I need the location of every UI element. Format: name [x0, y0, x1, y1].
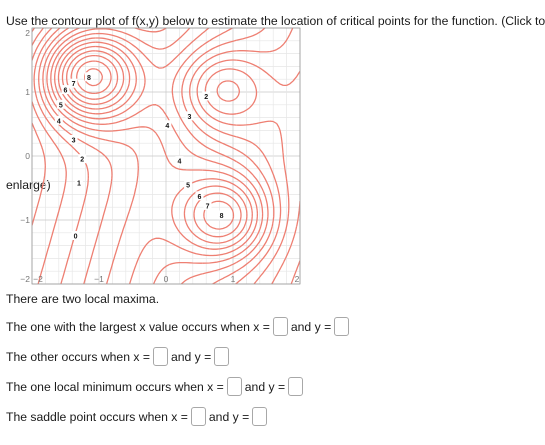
answer-row-saddle: The saddle point occurs when x = and y =	[6, 407, 270, 426]
question-prompt: Use the contour plot of f(x,y) below to estimate the location of critical points for the function. (Click to	[6, 14, 545, 28]
y-tick-label: 0	[25, 151, 30, 161]
contour-label: 4	[165, 122, 170, 130]
contour-label: 5	[186, 182, 191, 190]
y-tick-labels	[20, 28, 30, 284]
contour-label: 8	[86, 74, 91, 82]
contour-label: 1	[76, 180, 81, 188]
max2-y-input[interactable]	[214, 347, 229, 366]
contour-label: 5	[58, 102, 63, 110]
y-tick-label: 1	[25, 87, 30, 97]
contour-label: 7	[205, 203, 210, 211]
contour-label: 8	[219, 213, 224, 221]
click-to-enlarge-text[interactable]: enlarge)	[6, 178, 51, 192]
y-tick-label: −1	[20, 215, 30, 225]
contour-label: 3	[187, 113, 192, 121]
contour-label: 7	[71, 81, 76, 89]
maxima-intro: There are two local maxima.	[6, 292, 160, 306]
x-tick-label: −2	[33, 274, 43, 284]
y-tick-label: −2	[20, 274, 30, 284]
contour-label: 4	[56, 118, 61, 126]
x-tick-label: 0	[163, 274, 169, 284]
min-x-input[interactable]	[227, 377, 242, 396]
x-tick-label: 2	[294, 274, 300, 284]
max1-y-input[interactable]	[334, 317, 349, 336]
y-tick-label: 2	[25, 28, 30, 38]
contour-label: 2	[204, 93, 209, 101]
contour-label: 6	[63, 87, 68, 95]
contour-label: 0	[73, 233, 78, 241]
saddle-y-input[interactable]	[252, 407, 267, 426]
answer-row-max1: The one with the largest x value occurs when x = and y =	[6, 317, 352, 336]
contour-label: 4	[177, 158, 182, 166]
answer-row-min: The one local minimum occurs when x = and y =	[6, 377, 306, 396]
answer-row-max2: The other occurs when x = and y =	[6, 347, 232, 366]
contour-label: 2	[80, 156, 85, 164]
max1-x-input[interactable]	[273, 317, 288, 336]
max2-x-input[interactable]	[153, 347, 168, 366]
saddle-x-input[interactable]	[191, 407, 206, 426]
x-tick-label: 1	[230, 274, 236, 284]
min-y-input[interactable]	[288, 377, 303, 396]
x-tick-label: −1	[94, 274, 104, 284]
contour-label: 3	[71, 137, 76, 145]
contour-label: 6	[197, 193, 202, 201]
